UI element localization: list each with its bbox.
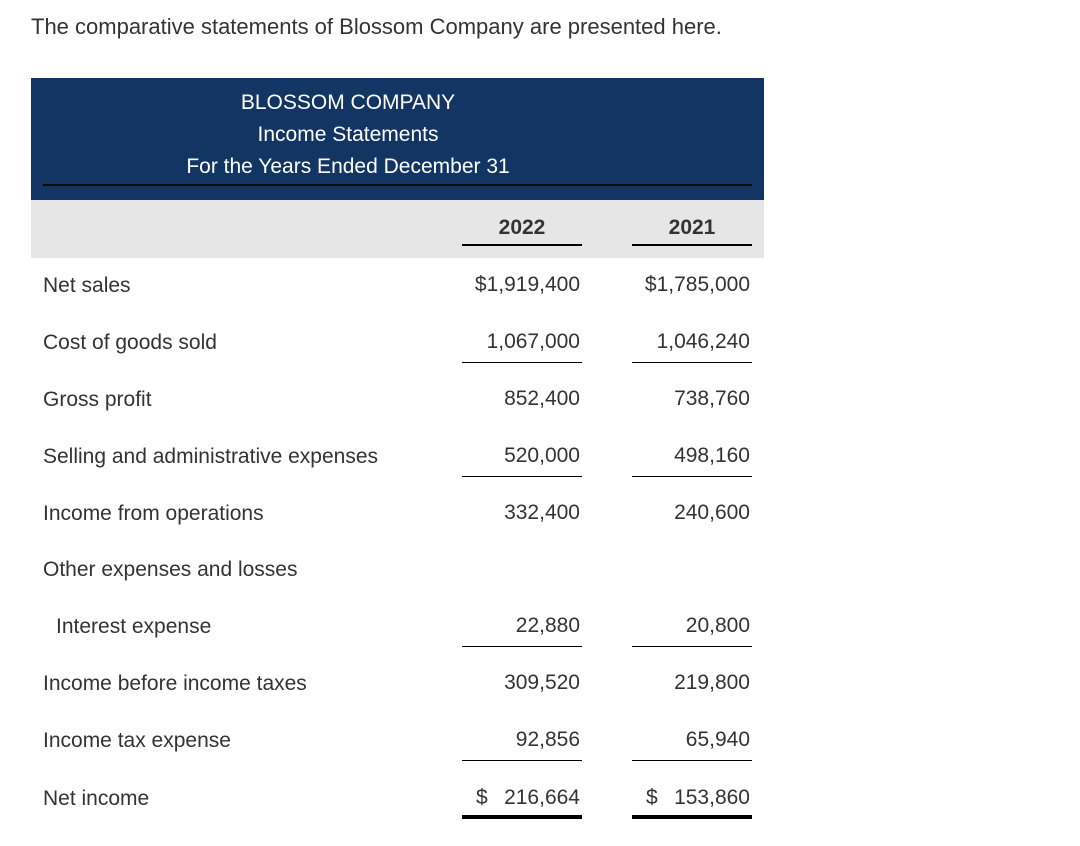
- value-2021: 738,760: [674, 387, 750, 410]
- row-label: Selling and administrative expenses: [43, 445, 379, 468]
- row-label: Income from operations: [43, 502, 264, 525]
- statement-period: For the Years Ended December 31: [186, 155, 510, 178]
- row-label: Net income: [43, 787, 150, 810]
- row-other-expenses-header: [31, 552, 764, 592]
- income-statement-table: [31, 78, 764, 846]
- header-rule: [43, 184, 752, 186]
- row-income-from-operations: [31, 496, 764, 536]
- column-header-2021: 2021: [632, 214, 752, 246]
- value-2021: [632, 781, 752, 819]
- amount: 153,860: [674, 786, 750, 809]
- intro-text: The comparative statements of Blossom Company are presented here.: [31, 14, 722, 39]
- row-interest-expense: [31, 609, 764, 649]
- row-label: Income before income taxes: [43, 672, 307, 695]
- statement-title: Income Statements: [257, 123, 439, 146]
- amount: 216,664: [504, 786, 580, 809]
- row-label: Income tax expense: [43, 729, 231, 752]
- value-2022: 92,856: [462, 723, 582, 761]
- row-label: Cost of goods sold: [43, 331, 217, 354]
- currency-symbol: $: [476, 786, 488, 809]
- value-2022: 22,880: [462, 609, 582, 647]
- value-2022: $1,919,400: [474, 273, 580, 296]
- row-cost-of-goods-sold: [31, 325, 764, 365]
- row-label: Net sales: [43, 274, 131, 297]
- statement-header: [31, 78, 764, 200]
- value-2021: $1,785,000: [644, 273, 750, 296]
- row-income-before-taxes: [31, 666, 764, 706]
- value-2022: 309,520: [504, 671, 580, 694]
- row-gross-profit: [31, 382, 764, 422]
- value-2022: 332,400: [504, 501, 580, 524]
- value-2022: 520,000: [462, 439, 582, 477]
- value-2022: 1,067,000: [462, 325, 582, 363]
- row-selling-admin-expenses: [31, 439, 764, 479]
- row-label: Interest expense: [56, 615, 212, 638]
- row-label: Gross profit: [43, 388, 152, 411]
- currency-symbol: $: [646, 786, 658, 809]
- column-header-2022: 2022: [462, 214, 582, 246]
- row-net-income: [31, 781, 764, 821]
- row-net-sales: [31, 268, 764, 308]
- company-name: BLOSSOM COMPANY: [240, 91, 456, 114]
- value-2022: [462, 781, 582, 819]
- value-2021: 498,160: [632, 439, 752, 477]
- value-2022: 852,400: [504, 387, 580, 410]
- value-2021: 1,046,240: [632, 325, 752, 363]
- value-2021: 219,800: [674, 671, 750, 694]
- row-label: Other expenses and losses: [43, 558, 298, 581]
- value-2021: 240,600: [674, 501, 750, 524]
- value-2021: 65,940: [632, 723, 752, 761]
- row-income-tax-expense: [31, 723, 764, 763]
- value-2021: 20,800: [632, 609, 752, 647]
